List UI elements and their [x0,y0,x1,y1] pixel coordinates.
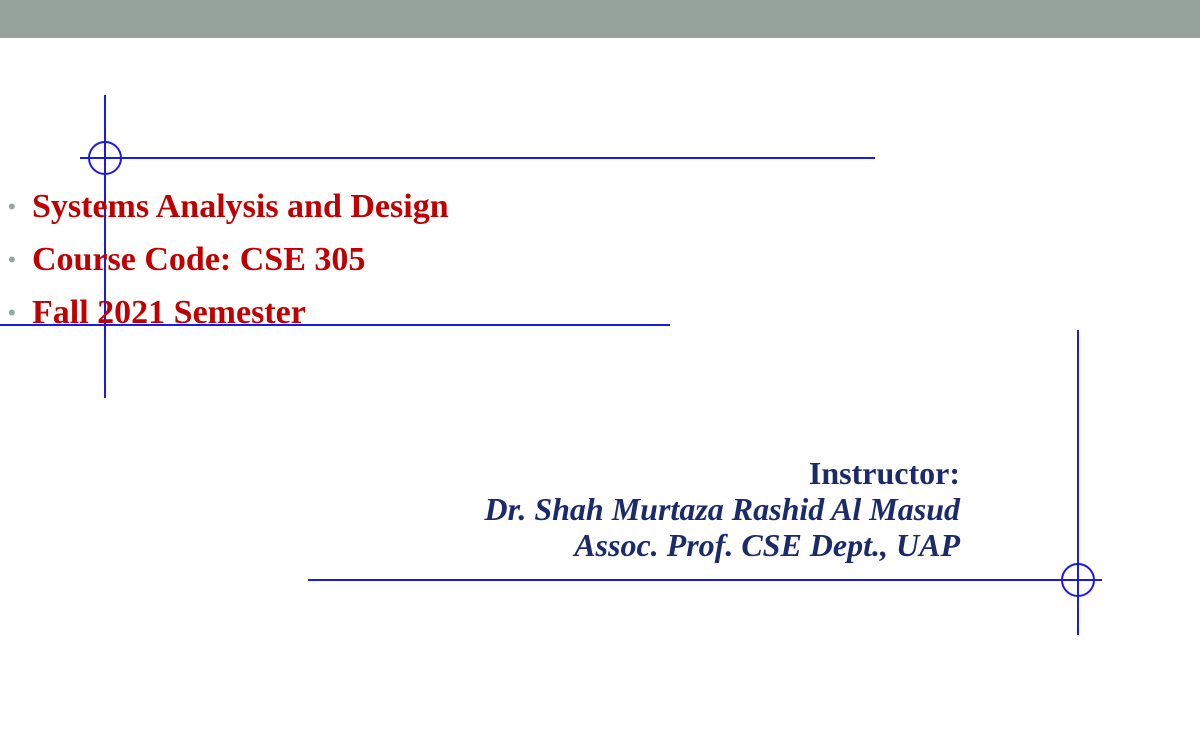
semester-text: Fall 2021 Semester [32,294,306,331]
bullet-dot-icon: • [8,194,16,219]
bullet-dot-icon: • [8,300,16,325]
bullet-semester [8,286,449,339]
instructor-title: Assoc. Prof. CSE Dept., UAP [574,527,960,563]
instructor-block [485,455,960,563]
bullet-course-title [8,180,449,233]
bullet-dot-icon: • [8,247,16,272]
instructor-label: Instructor: [808,455,960,491]
instructor-name: Dr. Shah Murtaza Rashid Al Masud [484,491,960,527]
bullet-course-code [8,233,449,286]
course-info-list [8,180,449,339]
course-title-text: Systems Analysis and Design [32,188,449,225]
course-code-text: Course Code: CSE 305 [32,241,366,278]
